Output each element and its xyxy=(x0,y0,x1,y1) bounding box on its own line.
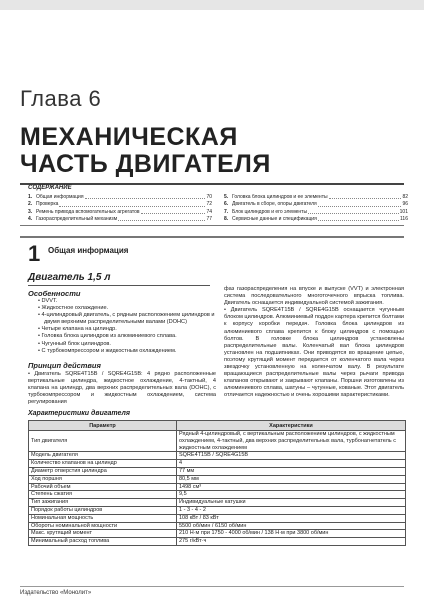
toc-label: Двигатель в сборе, опоры двигателя xyxy=(232,201,317,208)
toc-page: 74 xyxy=(206,208,212,215)
toc-page: 70 xyxy=(206,194,212,200)
toc-page: 72 xyxy=(206,201,212,208)
value-cell: 108 кВт / 83 кВт xyxy=(177,514,406,522)
list-item: • Чугунный блок цилиндров. xyxy=(38,340,111,347)
toc-leader xyxy=(329,194,402,199)
toc-num: 1. xyxy=(28,194,33,200)
value-cell: 77 мм xyxy=(177,467,406,475)
value-cell: 80,5 мм xyxy=(177,475,406,483)
toc-item[interactable] xyxy=(224,201,408,208)
value-cell: Индивидуальные катушки xyxy=(177,499,406,507)
list-item: • 4-цилиндровый двигатель, с рядным расположением цилиндров и двумя верхними распределительными валами (DOHC) xyxy=(38,312,215,326)
toc-label: Ремень привода вспомогательных агрегатов xyxy=(36,208,140,215)
value-cell: Рядный 4-цилиндровый, с вертикальным расположением цилиндров, с жидкостным охлаждением, 4-тактный, два верхних распределительных вала, турбонагнетатель с жидкостным охлаждением xyxy=(177,431,406,452)
right-paragraph-2: • Двигатель SQRE4T15B / SQRE4G15B оснащается чугунным блоком цилиндров. Алюминиевый поддон картера крепится болтами к корпусу коробки передач. Головка блока цилиндров из алюминиевого сплава крепится к блоку цилиндров с помощью болтов. В головке блока цилиндров установлены распределительные валы. Коленчатый вал блока цилиндров установлен на подшипниках. Они приводятся во вращение цепью, поэтому крутящий момент передается от коленчатого вала через звездочку установленную на коленчатом валу. В результате вращающиеся распределительные валы через рычаги привода клапанов открывают и закрывают клапаны. Поршни изготовлены из алюминиевого сплава, шатуны – чугунные, кованые. Этот двигатель отличается надежностью и очень хорошими характеристиками. xyxy=(224,307,404,399)
toc-title: СОДЕРЖАНИЕ xyxy=(28,185,72,191)
features-heading: Особенности xyxy=(28,289,81,298)
table-row xyxy=(29,506,406,514)
value-cell: 9,5 xyxy=(177,491,406,499)
title-line-2: ЧАСТЬ ДВИГАТЕЛЯ xyxy=(20,150,271,178)
table-row xyxy=(29,514,406,522)
table-row xyxy=(29,538,406,546)
value-cell: 4 xyxy=(177,460,406,468)
toc-label: Сервисные данные и спецификация xyxy=(232,215,317,222)
table-row xyxy=(29,491,406,499)
table-row xyxy=(29,467,406,475)
table-row xyxy=(29,483,406,491)
table-row xyxy=(29,475,406,483)
column-header: Параметр xyxy=(29,421,177,431)
principle-text: • Двигатель SQRE4T15B / SQRE4G15B: 4 рядно расположенные вертикальные цилиндра, жидкостное охлаждение, 4-тактный, 4 клапана на цилиндр, два верхних распределительных вала (DOHC), с турбокомпрессором и жидкостным охлаждением, система регулирования xyxy=(28,371,216,406)
param-cell: Модель двигателя xyxy=(29,452,177,460)
toc-item[interactable] xyxy=(28,216,212,223)
toc-num: 6. xyxy=(224,201,229,208)
list-item: • Четыре клапана на цилиндр. xyxy=(38,326,117,333)
param-cell: Минимальный расход топлива xyxy=(29,538,177,546)
engine-title: Двигатель 1,5 л xyxy=(28,272,111,283)
toc-label: Общая информация xyxy=(36,194,84,200)
toc-left-column xyxy=(28,194,212,223)
toc-leader xyxy=(318,201,402,206)
section-number: 1 xyxy=(28,241,41,266)
top-band xyxy=(0,0,424,10)
table-row xyxy=(29,460,406,468)
param-cell: Ход поршня xyxy=(29,475,177,483)
table-row xyxy=(29,530,406,538)
toc-leader xyxy=(85,194,206,199)
param-cell: Тип зажигания xyxy=(29,499,177,507)
publisher-footer: Издательство «Монолит» xyxy=(20,590,92,596)
param-cell: Макс. крутящий момент xyxy=(29,530,177,538)
features-list xyxy=(38,298,216,355)
value-cell: 1498 см³ xyxy=(177,483,406,491)
param-cell: Диаметр отверстия цилиндра xyxy=(29,467,177,475)
toc-label: Газораспределительный механизм xyxy=(36,215,118,222)
param-cell: Количество клапанов на цилиндр xyxy=(29,460,177,468)
toc-item[interactable] xyxy=(28,209,212,216)
principle-heading: Принцип действия xyxy=(28,361,101,370)
toc-item[interactable] xyxy=(224,194,408,201)
toc-item[interactable] xyxy=(28,201,212,208)
list-item: • С турбокомпрессором и жидкостным охлаждением. xyxy=(38,347,177,354)
table-row xyxy=(29,522,406,530)
table-row xyxy=(29,499,406,507)
characteristics-table xyxy=(28,420,406,546)
param-cell: Рабочий объем xyxy=(29,483,177,491)
param-cell: Номинальная мощность xyxy=(29,514,177,522)
list-item: • Жидкостное охлаждение. xyxy=(38,305,109,312)
param-cell: Тип двигателя xyxy=(29,431,177,452)
toc-label: Блок цилиндров и его элементы xyxy=(232,208,308,215)
section-divider xyxy=(20,236,404,238)
column-header: Характеристики xyxy=(177,421,406,431)
param-cell: Степень сжатия xyxy=(29,491,177,499)
table-header-row xyxy=(29,421,406,431)
right-paragraph-1: фаз газораспределения на впуске и выпуске (VVT) и электронная система последовательного многоточечного впрыска топлива. Двигатель оснащается индивидуальной системой зажигания. xyxy=(224,286,404,307)
table-of-contents xyxy=(20,183,408,226)
toc-leader xyxy=(141,209,206,214)
toc-page: 82 xyxy=(402,194,408,200)
toc-label: Головка блока цилиндров и ее элементы xyxy=(232,194,328,200)
value-cell: 1 - 3 - 4 - 2 xyxy=(177,506,406,514)
list-item: • DVVT. xyxy=(38,298,58,304)
value-cell: 275 г/кВт·ч xyxy=(177,538,406,546)
characteristics-title: Характеристики двигателя xyxy=(28,410,130,417)
table-row xyxy=(29,452,406,460)
toc-leader xyxy=(318,216,399,221)
toc-page: 96 xyxy=(402,201,408,208)
value-cell: SQRE4T15B / SQRE4G15B xyxy=(177,452,406,460)
toc-leader xyxy=(308,209,399,214)
toc-num: 2. xyxy=(28,201,33,208)
toc-page: 101 xyxy=(399,208,408,215)
list-item: • Головка блока цилиндров из алюминиевого сплава. xyxy=(38,333,177,340)
value-cell: 5500 об/мин / 6150 об/мин xyxy=(177,522,406,530)
toc-num: 5. xyxy=(224,194,229,200)
toc-right-column xyxy=(224,194,408,223)
toc-leader xyxy=(59,201,205,206)
toc-page: 77 xyxy=(206,215,212,222)
page-title xyxy=(20,124,271,178)
value-cell: 210 Н·м при 1750 - 4000 об/мин / 138 Н·м при 3800 об/мин xyxy=(177,530,406,538)
toc-item[interactable] xyxy=(28,194,212,201)
section-title: Общая информация xyxy=(48,246,129,255)
toc-item[interactable] xyxy=(224,209,408,216)
toc-label: Проверка xyxy=(36,201,59,208)
toc-num: 7. xyxy=(224,208,229,215)
param-cell: Обороты номинальной мощности xyxy=(29,522,177,530)
toc-leader xyxy=(118,216,205,221)
toc-num: 8. xyxy=(224,215,229,222)
table-row xyxy=(29,431,406,452)
toc-page: 116 xyxy=(400,215,408,222)
toc-item[interactable] xyxy=(224,216,408,223)
param-cell: Порядок работы цилиндров xyxy=(29,506,177,514)
toc-num: 3. xyxy=(28,208,33,215)
toc-num: 4. xyxy=(28,215,33,222)
title-line-1: МЕХАНИЧЕСКАЯ xyxy=(20,123,238,151)
chapter-label: Глава 6 xyxy=(20,86,102,111)
right-column-text xyxy=(224,286,404,400)
engine-title-rule xyxy=(28,285,210,286)
footer-divider xyxy=(20,586,404,587)
